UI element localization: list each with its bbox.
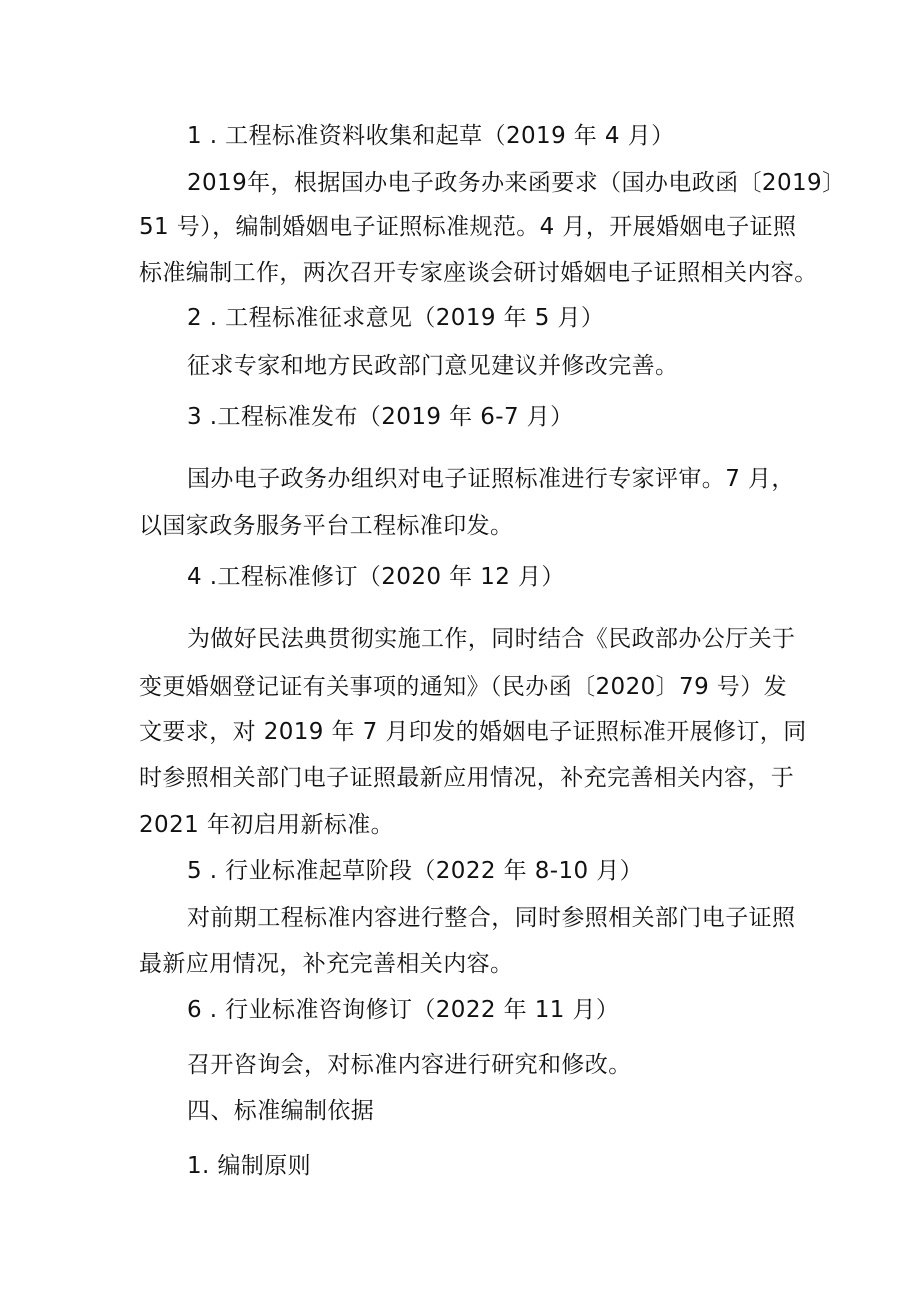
- step-6-paragraph-line: 召开咨询会，对标准内容进行研究和修改。: [187, 1052, 632, 1078]
- step-2-paragraph-line: 征求专家和地方民政部门意见建议并修改完善。: [187, 353, 679, 379]
- step-1-paragraph-line: 51 号），编制婚姻电子证照标准规范。4 月，开展婚姻电子证照: [139, 214, 797, 240]
- step-2-heading: 2 . 工程标准征求意见（2019 年 5 月）: [187, 305, 605, 331]
- step-4-paragraph-line: 变更婚姻登记证有关事项的通知》（民办函〔2020〕79 号）发: [139, 674, 788, 700]
- step-1-paragraph-line: 标准编制工作，两次召开专家座谈会研讨婚姻电子证照相关内容。: [139, 260, 818, 286]
- step-5-heading: 5 . 行业标准起草阶段（2022 年 8-10 月）: [187, 858, 644, 884]
- step-5-paragraph-line: 对前期工程标准内容进行整合，同时参照相关部门电子证照: [187, 905, 796, 931]
- step-4-paragraph-line: 时参照相关部门电子证照最新应用情况，补充完善相关内容，于: [139, 765, 795, 791]
- step-4-paragraph-line: 文要求，对 2019 年 7 月印发的婚姻电子证照标准开展修订，同: [139, 719, 807, 745]
- subsection-heading: 1. 编制原则: [187, 1153, 312, 1179]
- step-6-heading: 6 . 行业标准咨询修订（2022 年 11 月）: [187, 997, 620, 1023]
- step-4-heading: 4 .工程标准修订（2020 年 12 月）: [187, 564, 565, 590]
- step-1-paragraph-line: 2019年，根据国办电子政务办来函要求（国办电政函〔2019〕: [187, 170, 846, 196]
- step-3-paragraph-line: 国办电子政务办组织对电子证照标准进行专家评审。7 月，: [187, 466, 795, 492]
- step-3-paragraph-line: 以国家政务服务平台工程标准印发。: [139, 513, 514, 539]
- step-3-heading: 3 .工程标准发布（2019 年 6-7 月）: [187, 404, 574, 430]
- step-5-paragraph-line: 最新应用情况，补充完善相关内容。: [139, 951, 514, 977]
- step-4-paragraph-line: 2021 年初启用新标准。: [139, 812, 395, 838]
- section-four-heading: 四、标准编制依据: [187, 1098, 375, 1124]
- step-1-heading: 1 . 工程标准资料收集和起草（2019 年 4 月）: [187, 123, 675, 149]
- step-4-paragraph-line: 为做好民法典贯彻实施工作，同时结合《民政部办公厅关于: [187, 626, 796, 652]
